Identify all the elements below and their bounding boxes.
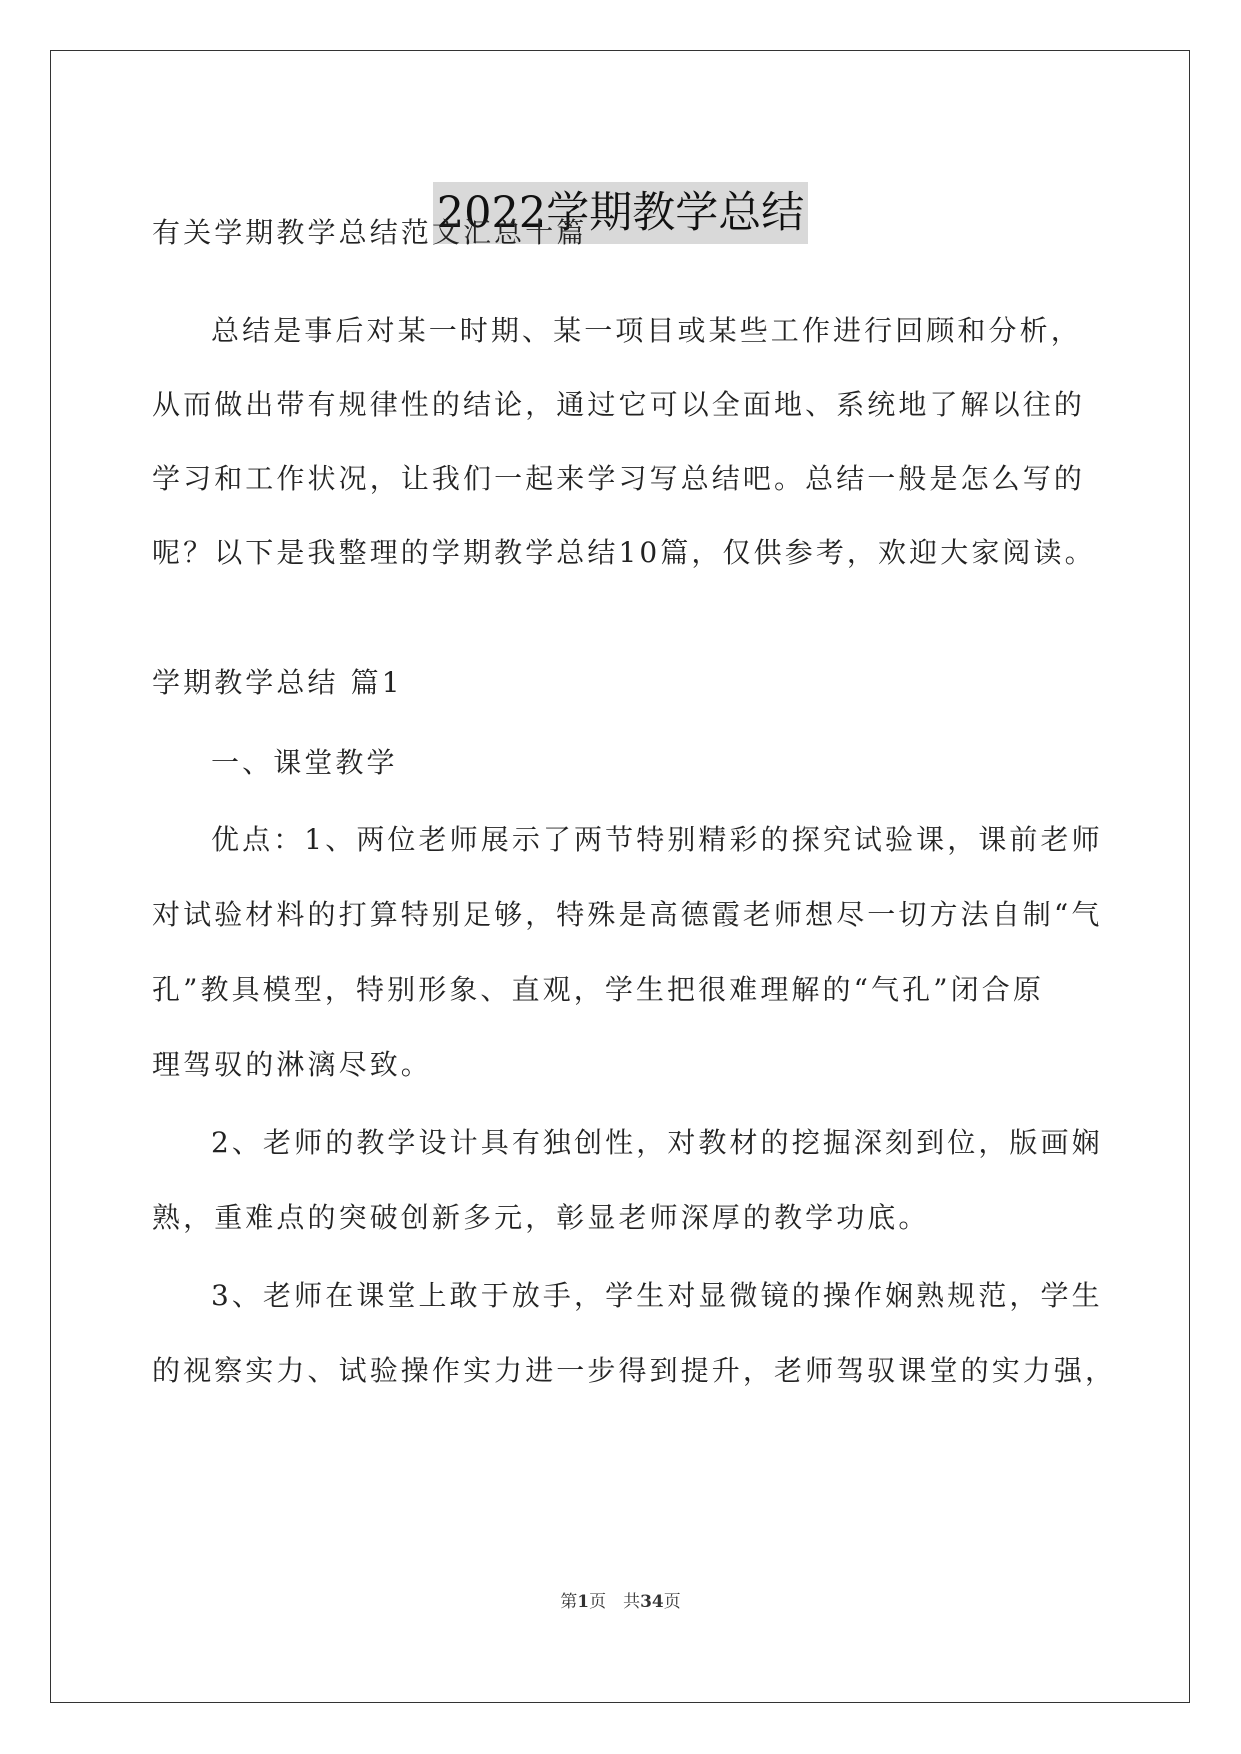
paragraph-line: 3、老师在课堂上敢于放手，学生对显微镜的操作娴熟规范，学生 xyxy=(211,1279,1103,1312)
paragraph-line: 熟，重难点的突破创新多元，彰显老师深厚的教学功底。 xyxy=(152,1201,930,1234)
footer-prefix: 第 xyxy=(560,1592,578,1612)
footer-suffix: 页 xyxy=(663,1592,681,1612)
current-page-number: 1 xyxy=(577,1592,590,1612)
paragraph-line: 呢？以下是我整理的学期教学总结10篇，仅供参考，欢迎大家阅读。 xyxy=(152,536,1096,569)
paragraph-line: 理驾驭的淋漓尽致。 xyxy=(152,1048,432,1081)
paragraph-line: 总结是事后对某一时期、某一项目或某些工作进行回顾和分析， xyxy=(211,314,1082,347)
document-title: 2022学期教学总结 xyxy=(433,182,808,244)
section-heading: 学期教学总结 篇1 xyxy=(152,666,403,699)
subsection-heading: 一、课堂教学 xyxy=(211,746,398,779)
paragraph-line: 学习和工作状况，让我们一起来学习写总结吧。总结一般是怎么写的 xyxy=(152,462,1086,495)
paragraph-line: 优点：1、两位老师展示了两节特别精彩的探究试验课，课前老师 xyxy=(211,823,1103,856)
paragraph-line: 2、老师的教学设计具有独创性，对教材的挖掘深刻到位，版画娴 xyxy=(211,1126,1103,1159)
total-page-number: 34 xyxy=(640,1592,664,1612)
footer-mid: 页 共 xyxy=(589,1592,641,1612)
paragraph-line: 对试验材料的打算特别足够，特殊是高德霞老师想尽一切方法自制“气 xyxy=(152,898,1103,931)
paragraph-line: 从而做出带有规律性的结论，通过它可以全面地、系统地了解以往的 xyxy=(152,388,1086,421)
paragraph-line: 的视察实力、试验操作实力进一步得到提升，老师驾驭课堂的实力强， xyxy=(152,1354,1117,1387)
paragraph-line: 孔”教具模型，特别形象、直观，学生把很难理解的“气孔”闭合原 xyxy=(152,973,1044,1006)
page-footer xyxy=(0,1590,1241,1614)
page-border xyxy=(50,50,1190,1703)
intro-heading: 有关学期教学总结范文汇总十篇 xyxy=(152,216,588,249)
